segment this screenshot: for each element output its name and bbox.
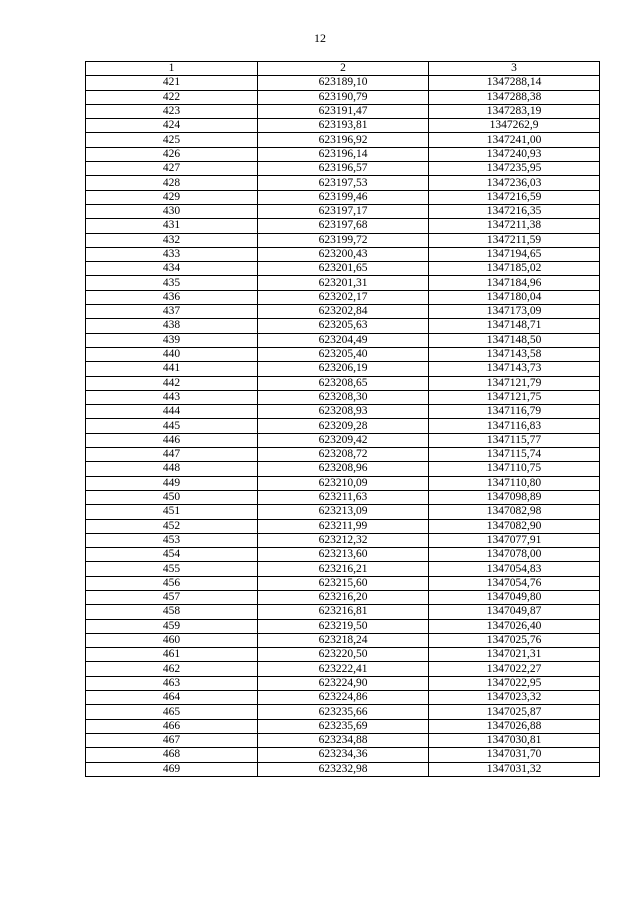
header-row — [86, 62, 600, 76]
y-coordinate-cell: 1347148,71 — [429, 319, 600, 333]
table-row — [86, 419, 600, 433]
point-number-cell: 468 — [86, 748, 258, 762]
y-coordinate-cell: 1347121,75 — [429, 390, 600, 404]
table-row — [86, 119, 600, 133]
table-row — [86, 362, 600, 376]
table-row — [86, 519, 600, 533]
y-coordinate-cell: 1347194,65 — [429, 247, 600, 261]
point-number-cell: 436 — [86, 290, 258, 304]
table-row — [86, 619, 600, 633]
x-coordinate-cell: 623196,57 — [258, 162, 429, 176]
x-coordinate-cell: 623193,81 — [258, 119, 429, 133]
table-row — [86, 104, 600, 118]
y-coordinate-cell: 1347283,19 — [429, 104, 600, 118]
point-number-cell: 454 — [86, 548, 258, 562]
table-row — [86, 719, 600, 733]
x-coordinate-cell: 623202,17 — [258, 290, 429, 304]
x-coordinate-cell: 623201,65 — [258, 262, 429, 276]
y-coordinate-cell: 1347211,59 — [429, 233, 600, 247]
table-row — [86, 662, 600, 676]
point-number-cell: 423 — [86, 104, 258, 118]
y-coordinate-cell: 1347143,58 — [429, 347, 600, 361]
y-coordinate-cell: 1347023,32 — [429, 691, 600, 705]
point-number-cell: 463 — [86, 676, 258, 690]
x-coordinate-cell: 623199,46 — [258, 190, 429, 204]
x-coordinate-cell: 623232,98 — [258, 762, 429, 776]
table-row — [86, 476, 600, 490]
point-number-cell: 426 — [86, 147, 258, 161]
y-coordinate-cell: 1347115,77 — [429, 433, 600, 447]
x-coordinate-cell: 623208,30 — [258, 390, 429, 404]
point-number-cell: 435 — [86, 276, 258, 290]
table-row — [86, 490, 600, 504]
point-number-cell: 446 — [86, 433, 258, 447]
y-coordinate-cell: 1347054,83 — [429, 562, 600, 576]
y-coordinate-cell: 1347241,00 — [429, 133, 600, 147]
y-coordinate-cell: 1347021,31 — [429, 648, 600, 662]
point-number-cell: 466 — [86, 719, 258, 733]
point-number-cell: 422 — [86, 90, 258, 104]
y-coordinate-cell: 1347240,93 — [429, 147, 600, 161]
x-coordinate-cell: 623215,60 — [258, 576, 429, 590]
x-coordinate-cell: 623196,14 — [258, 147, 429, 161]
table-row — [86, 333, 600, 347]
table-row — [86, 433, 600, 447]
table-row — [86, 705, 600, 719]
x-coordinate-cell: 623206,19 — [258, 362, 429, 376]
x-coordinate-cell: 623218,24 — [258, 633, 429, 647]
y-coordinate-cell: 1347173,09 — [429, 305, 600, 319]
table-row — [86, 76, 600, 90]
y-coordinate-cell: 1347098,89 — [429, 490, 600, 504]
y-coordinate-cell: 1347082,90 — [429, 519, 600, 533]
x-coordinate-cell: 623216,81 — [258, 605, 429, 619]
point-number-cell: 459 — [86, 619, 258, 633]
x-coordinate-cell: 623199,72 — [258, 233, 429, 247]
point-number-cell: 442 — [86, 376, 258, 390]
column-header-2: 2 — [258, 62, 429, 76]
point-number-cell: 452 — [86, 519, 258, 533]
point-number-cell: 434 — [86, 262, 258, 276]
table-row — [86, 691, 600, 705]
x-coordinate-cell: 623211,63 — [258, 490, 429, 504]
table-row — [86, 204, 600, 218]
point-number-cell: 464 — [86, 691, 258, 705]
y-coordinate-cell: 1347148,50 — [429, 333, 600, 347]
x-coordinate-cell: 623204,49 — [258, 333, 429, 347]
point-number-cell: 432 — [86, 233, 258, 247]
x-coordinate-cell: 623224,90 — [258, 676, 429, 690]
x-coordinate-cell: 623196,92 — [258, 133, 429, 147]
y-coordinate-cell: 1347184,96 — [429, 276, 600, 290]
point-number-cell: 451 — [86, 505, 258, 519]
y-coordinate-cell: 1347049,80 — [429, 590, 600, 604]
y-coordinate-cell: 1347288,14 — [429, 76, 600, 90]
table-row — [86, 762, 600, 776]
y-coordinate-cell: 1347078,00 — [429, 548, 600, 562]
table-row — [86, 633, 600, 647]
table-row — [86, 376, 600, 390]
point-number-cell: 429 — [86, 190, 258, 204]
y-coordinate-cell: 1347180,04 — [429, 290, 600, 304]
x-coordinate-cell: 623208,72 — [258, 448, 429, 462]
column-header-3: 3 — [429, 62, 600, 76]
x-coordinate-cell: 623197,17 — [258, 204, 429, 218]
point-number-cell: 430 — [86, 204, 258, 218]
x-coordinate-cell: 623234,88 — [258, 733, 429, 747]
point-number-cell: 448 — [86, 462, 258, 476]
table-row — [86, 276, 600, 290]
y-coordinate-cell: 1347030,81 — [429, 733, 600, 747]
y-coordinate-cell: 1347026,88 — [429, 719, 600, 733]
point-number-cell: 450 — [86, 490, 258, 504]
point-number-cell: 453 — [86, 533, 258, 547]
table-row — [86, 247, 600, 261]
y-coordinate-cell: 1347025,87 — [429, 705, 600, 719]
x-coordinate-cell: 623235,69 — [258, 719, 429, 733]
table-row — [86, 562, 600, 576]
y-coordinate-cell: 1347235,95 — [429, 162, 600, 176]
y-coordinate-cell: 1347121,79 — [429, 376, 600, 390]
point-number-cell: 441 — [86, 362, 258, 376]
y-coordinate-cell: 1347236,03 — [429, 176, 600, 190]
x-coordinate-cell: 623205,40 — [258, 347, 429, 361]
table-row — [86, 676, 600, 690]
page-number: 12 — [314, 31, 326, 45]
table-row — [86, 347, 600, 361]
x-coordinate-cell: 623202,84 — [258, 305, 429, 319]
point-number-cell: 424 — [86, 119, 258, 133]
point-number-cell: 465 — [86, 705, 258, 719]
x-coordinate-cell: 623190,79 — [258, 90, 429, 104]
table-row — [86, 233, 600, 247]
point-number-cell: 462 — [86, 662, 258, 676]
point-number-cell: 445 — [86, 419, 258, 433]
point-number-cell: 425 — [86, 133, 258, 147]
x-coordinate-cell: 623197,53 — [258, 176, 429, 190]
y-coordinate-cell: 1347022,27 — [429, 662, 600, 676]
table-row — [86, 133, 600, 147]
table-row — [86, 548, 600, 562]
y-coordinate-cell: 1347116,83 — [429, 419, 600, 433]
y-coordinate-cell: 1347082,98 — [429, 505, 600, 519]
coordinates-table — [85, 61, 600, 777]
y-coordinate-cell: 1347262,9 — [429, 119, 600, 133]
x-coordinate-cell: 623216,20 — [258, 590, 429, 604]
y-coordinate-cell: 1347022,95 — [429, 676, 600, 690]
x-coordinate-cell: 623224,86 — [258, 691, 429, 705]
x-coordinate-cell: 623209,42 — [258, 433, 429, 447]
y-coordinate-cell: 1347116,79 — [429, 405, 600, 419]
y-coordinate-cell: 1347288,38 — [429, 90, 600, 104]
point-number-cell: 456 — [86, 576, 258, 590]
point-number-cell: 467 — [86, 733, 258, 747]
point-number-cell: 449 — [86, 476, 258, 490]
x-coordinate-cell: 623197,68 — [258, 219, 429, 233]
x-coordinate-cell: 623189,10 — [258, 76, 429, 90]
table-row — [86, 305, 600, 319]
table-header — [86, 62, 600, 76]
x-coordinate-cell: 623201,31 — [258, 276, 429, 290]
point-number-cell: 457 — [86, 590, 258, 604]
table-row — [86, 748, 600, 762]
x-coordinate-cell: 623212,32 — [258, 533, 429, 547]
table-row — [86, 505, 600, 519]
table-row — [86, 262, 600, 276]
x-coordinate-cell: 623208,65 — [258, 376, 429, 390]
table-row — [86, 576, 600, 590]
point-number-cell: 444 — [86, 405, 258, 419]
y-coordinate-cell: 1347110,75 — [429, 462, 600, 476]
point-number-cell: 427 — [86, 162, 258, 176]
point-number-cell: 438 — [86, 319, 258, 333]
point-number-cell: 460 — [86, 633, 258, 647]
y-coordinate-cell: 1347054,76 — [429, 576, 600, 590]
x-coordinate-cell: 623209,28 — [258, 419, 429, 433]
table-row — [86, 176, 600, 190]
y-coordinate-cell: 1347115,74 — [429, 448, 600, 462]
x-coordinate-cell: 623211,99 — [258, 519, 429, 533]
table-row — [86, 648, 600, 662]
y-coordinate-cell: 1347031,32 — [429, 762, 600, 776]
table-row — [86, 733, 600, 747]
x-coordinate-cell: 623205,63 — [258, 319, 429, 333]
table-row — [86, 90, 600, 104]
point-number-cell: 431 — [86, 219, 258, 233]
table-row — [86, 162, 600, 176]
point-number-cell: 433 — [86, 247, 258, 261]
x-coordinate-cell: 623235,66 — [258, 705, 429, 719]
y-coordinate-cell: 1347185,02 — [429, 262, 600, 276]
column-header-1: 1 — [86, 62, 258, 76]
y-coordinate-cell: 1347143,73 — [429, 362, 600, 376]
x-coordinate-cell: 623222,41 — [258, 662, 429, 676]
point-number-cell: 461 — [86, 648, 258, 662]
x-coordinate-cell: 623191,47 — [258, 104, 429, 118]
x-coordinate-cell: 623208,93 — [258, 405, 429, 419]
x-coordinate-cell: 623213,09 — [258, 505, 429, 519]
x-coordinate-cell: 623200,43 — [258, 247, 429, 261]
table-row — [86, 190, 600, 204]
x-coordinate-cell: 623213,60 — [258, 548, 429, 562]
y-coordinate-cell: 1347216,35 — [429, 204, 600, 218]
y-coordinate-cell: 1347110,80 — [429, 476, 600, 490]
point-number-cell: 455 — [86, 562, 258, 576]
point-number-cell: 440 — [86, 347, 258, 361]
table-row — [86, 290, 600, 304]
point-number-cell: 428 — [86, 176, 258, 190]
table-row — [86, 319, 600, 333]
y-coordinate-cell: 1347216,59 — [429, 190, 600, 204]
y-coordinate-cell: 1347026,40 — [429, 619, 600, 633]
table-row — [86, 405, 600, 419]
table-row — [86, 590, 600, 604]
table-row — [86, 462, 600, 476]
point-number-cell: 469 — [86, 762, 258, 776]
table-row — [86, 390, 600, 404]
table-row — [86, 533, 600, 547]
x-coordinate-cell: 623219,50 — [258, 619, 429, 633]
y-coordinate-cell: 1347211,38 — [429, 219, 600, 233]
y-coordinate-cell: 1347031,70 — [429, 748, 600, 762]
y-coordinate-cell: 1347077,91 — [429, 533, 600, 547]
x-coordinate-cell: 623216,21 — [258, 562, 429, 576]
point-number-cell: 443 — [86, 390, 258, 404]
table-body — [86, 76, 600, 777]
table-row — [86, 605, 600, 619]
point-number-cell: 437 — [86, 305, 258, 319]
table-row — [86, 219, 600, 233]
x-coordinate-cell: 623234,36 — [258, 748, 429, 762]
point-number-cell: 439 — [86, 333, 258, 347]
y-coordinate-cell: 1347049,87 — [429, 605, 600, 619]
point-number-cell: 447 — [86, 448, 258, 462]
x-coordinate-cell: 623210,09 — [258, 476, 429, 490]
point-number-cell: 421 — [86, 76, 258, 90]
table-row — [86, 448, 600, 462]
x-coordinate-cell: 623208,96 — [258, 462, 429, 476]
y-coordinate-cell: 1347025,76 — [429, 633, 600, 647]
x-coordinate-cell: 623220,50 — [258, 648, 429, 662]
point-number-cell: 458 — [86, 605, 258, 619]
table-row — [86, 147, 600, 161]
